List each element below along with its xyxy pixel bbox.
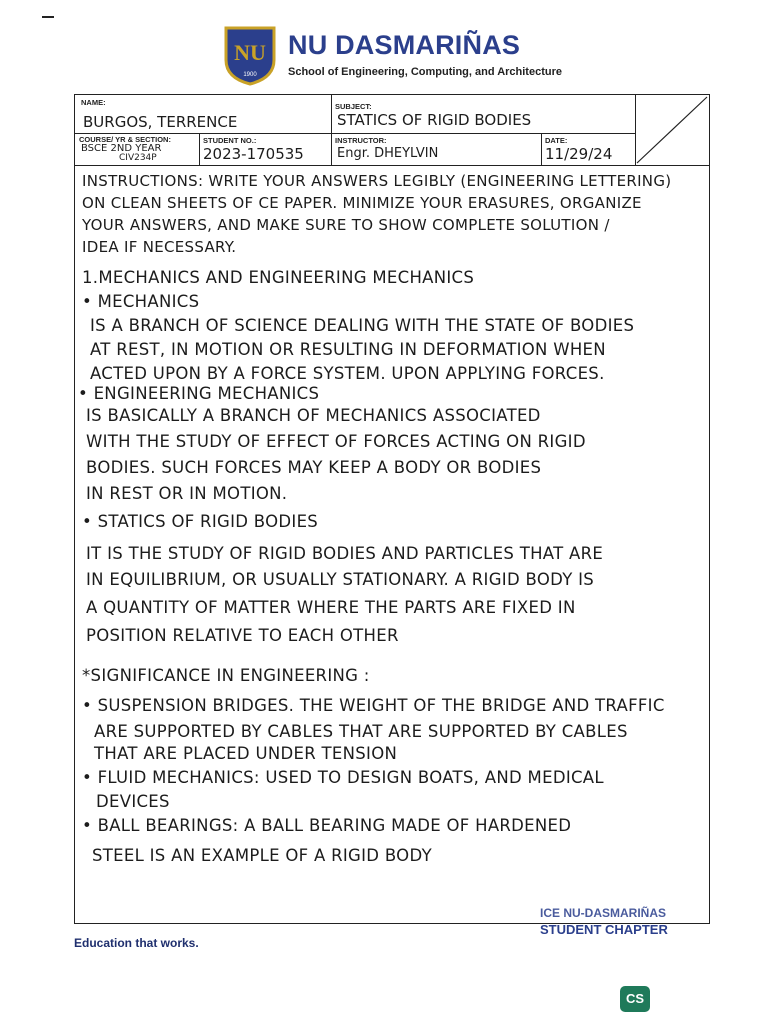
school-subtitle: School of Engineering, Computing, and Architecture xyxy=(288,66,562,78)
school-seal-icon xyxy=(222,24,278,86)
significance-item: DEVICES xyxy=(96,792,170,811)
school-header xyxy=(222,24,562,86)
camscanner-badge[interactable]: CS xyxy=(620,986,650,1012)
course-value-2: CIV234P xyxy=(119,153,157,163)
subject-value: STATICS OF RIGID BODIES xyxy=(337,111,532,129)
mechanics-text: ACTED UPON BY A FORCE SYSTEM. UPON APPLYING FORCES. xyxy=(90,364,605,383)
eng-mech-text: IS BASICALLY A BRANCH OF MECHANICS ASSOCIATED xyxy=(86,406,541,425)
row-divider xyxy=(75,165,709,166)
svg-text:NU: NU xyxy=(234,40,266,65)
footer-tagline: Education that works. xyxy=(74,936,199,950)
eng-mech-heading: • ENGINEERING MECHANICS xyxy=(78,384,320,403)
name-label: NAME: xyxy=(81,98,106,107)
mechanics-text: AT REST, IN MOTION OR RESULTING IN DEFORMATION WHEN xyxy=(90,340,606,359)
stamp-line-1: ICE NU-DASMARIÑAS xyxy=(540,906,666,920)
col-divider xyxy=(199,133,200,165)
significance-item: • FLUID MECHANICS: USED TO DESIGN BOATS, AND MEDICAL xyxy=(82,768,604,787)
mechanics-text: IS A BRANCH OF SCIENCE DEALING WITH THE STATE OF BODIES xyxy=(90,316,635,335)
significance-item: THAT ARE PLACED UNDER TENSION xyxy=(94,744,398,763)
row-divider xyxy=(75,133,635,134)
significance-item: ARE SUPPORTED BY CABLES THAT ARE SUPPORTED BY CABLES xyxy=(94,722,628,741)
chapter-stamp xyxy=(540,906,668,937)
student-no-label: STUDENT NO.: xyxy=(203,136,257,145)
student-no-value: 2023-170535 xyxy=(203,145,304,163)
col-divider xyxy=(331,95,332,165)
instructions-line: IDEA IF NECESSARY. xyxy=(82,238,237,256)
course-value-1: BSCE 2ND YEAR xyxy=(81,143,162,154)
svg-text:1900: 1900 xyxy=(243,72,257,78)
eng-mech-text: BODIES. SUCH FORCES MAY KEEP A BODY OR BODIES xyxy=(86,458,542,477)
corner-slash xyxy=(635,95,709,165)
col-divider xyxy=(541,133,542,165)
date-label: DATE: xyxy=(545,136,568,145)
instructor-value: Engr. DHEYLVIN xyxy=(337,146,439,161)
subject-label: SUBJECT: xyxy=(335,102,372,111)
statics-heading: • STATICS OF RIGID BODIES xyxy=(82,512,319,531)
instructions-line: INSTRUCTIONS: WRITE YOUR ANSWERS LEGIBLY (ENGINEERING LETTERING) xyxy=(82,172,672,190)
significance-item: STEEL IS AN EXAMPLE OF A RIGID BODY xyxy=(92,846,432,865)
statics-text: POSITION RELATIVE TO EACH OTHER xyxy=(86,626,399,645)
instructor-label: INSTRUCTOR: xyxy=(335,136,387,145)
eng-mech-text: WITH THE STUDY OF EFFECT OF FORCES ACTING ON RIGID xyxy=(86,432,586,451)
name-value: BURGOS, TERRENCE xyxy=(83,113,238,131)
instructions-line: YOUR ANSWERS, AND MAKE SURE TO SHOW COMPLETE SOLUTION / xyxy=(82,216,610,234)
section-title: 1.MECHANICS AND ENGINEERING MECHANICS xyxy=(82,268,475,287)
statics-text: A QUANTITY OF MATTER WHERE THE PARTS ARE FIXED IN xyxy=(86,598,576,617)
school-name: NU DASMARIÑAS xyxy=(288,30,521,60)
statics-text: IN EQUILIBRIUM, OR USUALLY STATIONARY. A RIGID BODY IS xyxy=(86,570,595,589)
course-label: COURSE/ YR & SECTION: xyxy=(79,135,171,144)
mechanics-heading: • MECHANICS xyxy=(82,292,200,311)
date-value: 11/29/24 xyxy=(545,145,613,163)
significance-heading: *SIGNIFICANCE IN ENGINEERING : xyxy=(82,666,370,685)
significance-item: • SUSPENSION BRIDGES. THE WEIGHT OF THE BRIDGE AND TRAFFIC xyxy=(82,696,665,715)
page-mark xyxy=(42,16,54,18)
stamp-line-2: STUDENT CHAPTER xyxy=(540,922,668,937)
eng-mech-text: IN REST OR IN MOTION. xyxy=(86,484,288,503)
significance-item: • BALL BEARINGS: A BALL BEARING MADE OF HARDENED xyxy=(82,816,572,835)
statics-text: IT IS THE STUDY OF RIGID BODIES AND PARTICLES THAT ARE xyxy=(86,544,604,563)
instructions-line: ON CLEAN SHEETS OF CE PAPER. MINIMIZE YOUR ERASURES, ORGANIZE xyxy=(82,194,642,212)
